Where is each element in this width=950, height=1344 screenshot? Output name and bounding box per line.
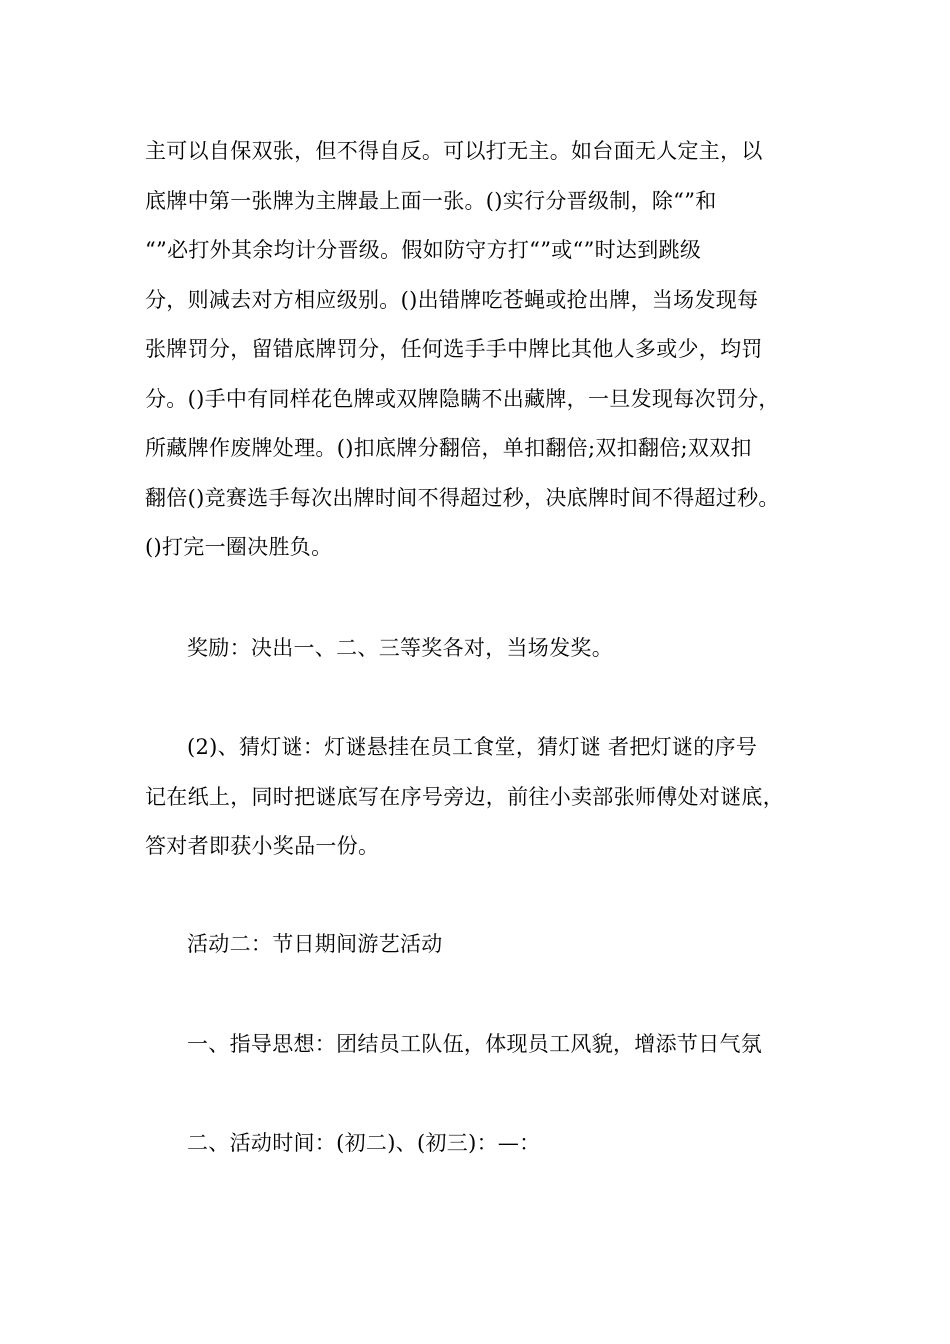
text-line: 答对者即获小奖品一份。 — [145, 834, 380, 858]
paragraph-rewards — [145, 624, 825, 674]
text-line: ()打完一圈决胜负。 — [145, 535, 333, 559]
paragraph-lantern-riddles — [145, 723, 825, 872]
text-line: 活动二：节日期间游艺活动 — [187, 932, 443, 956]
text-line: 所藏牌作废牌处理。()扣底牌分翻倍，单扣翻倍;双扣翻倍;双双扣 — [145, 436, 752, 460]
text-line: “”必打外其余均计分晋级。假如防守方打“”或“”时达到跳级 — [145, 238, 702, 262]
text-line: 二、活动时间：(初二)、(初三)：—： — [187, 1131, 541, 1155]
text-line: 主可以自保双张，但不得自反。可以打无主。如台面无人定主，以 — [145, 139, 763, 163]
text-line: 记在纸上，同时把谜底写在序号旁边，前往小卖部张师傅处对谜底， — [145, 784, 784, 809]
text-line: 张牌罚分，留错底牌罚分，任何选手手中牌比其他人多或少，均罚 — [145, 337, 763, 361]
text-line: 翻倍()竞赛选手每次出牌时间不得超过秒，决底牌时间不得超过秒。 — [145, 485, 780, 510]
text-line: 奖励：决出一、二、三等奖各对，当场发奖。 — [187, 636, 613, 660]
text-line: (2)、猜灯谜：灯谜悬挂在员工食堂，猜灯谜 者把灯谜的序号 — [187, 735, 758, 759]
section-heading-activity-two — [145, 920, 825, 970]
text-line: 底牌中第一张牌为主牌最上面一张。()实行分晋级制，除“”和 — [145, 188, 717, 213]
text-line: 分。()手中有同样花色牌或双牌隐瞒不出藏牌，一旦发现每次罚分， — [145, 386, 780, 411]
text-line: 分，则减去对方相应级别。()出错牌吃苍蝇或抢出牌，当场发现每 — [145, 287, 759, 312]
paragraph-guiding-idea — [145, 1020, 825, 1070]
text-line: 一、指导思想：团结员工队伍，体现员工风貌，增添节日气氛 — [187, 1032, 763, 1056]
paragraph-rules — [145, 127, 825, 573]
paragraph-activity-time — [145, 1119, 825, 1169]
